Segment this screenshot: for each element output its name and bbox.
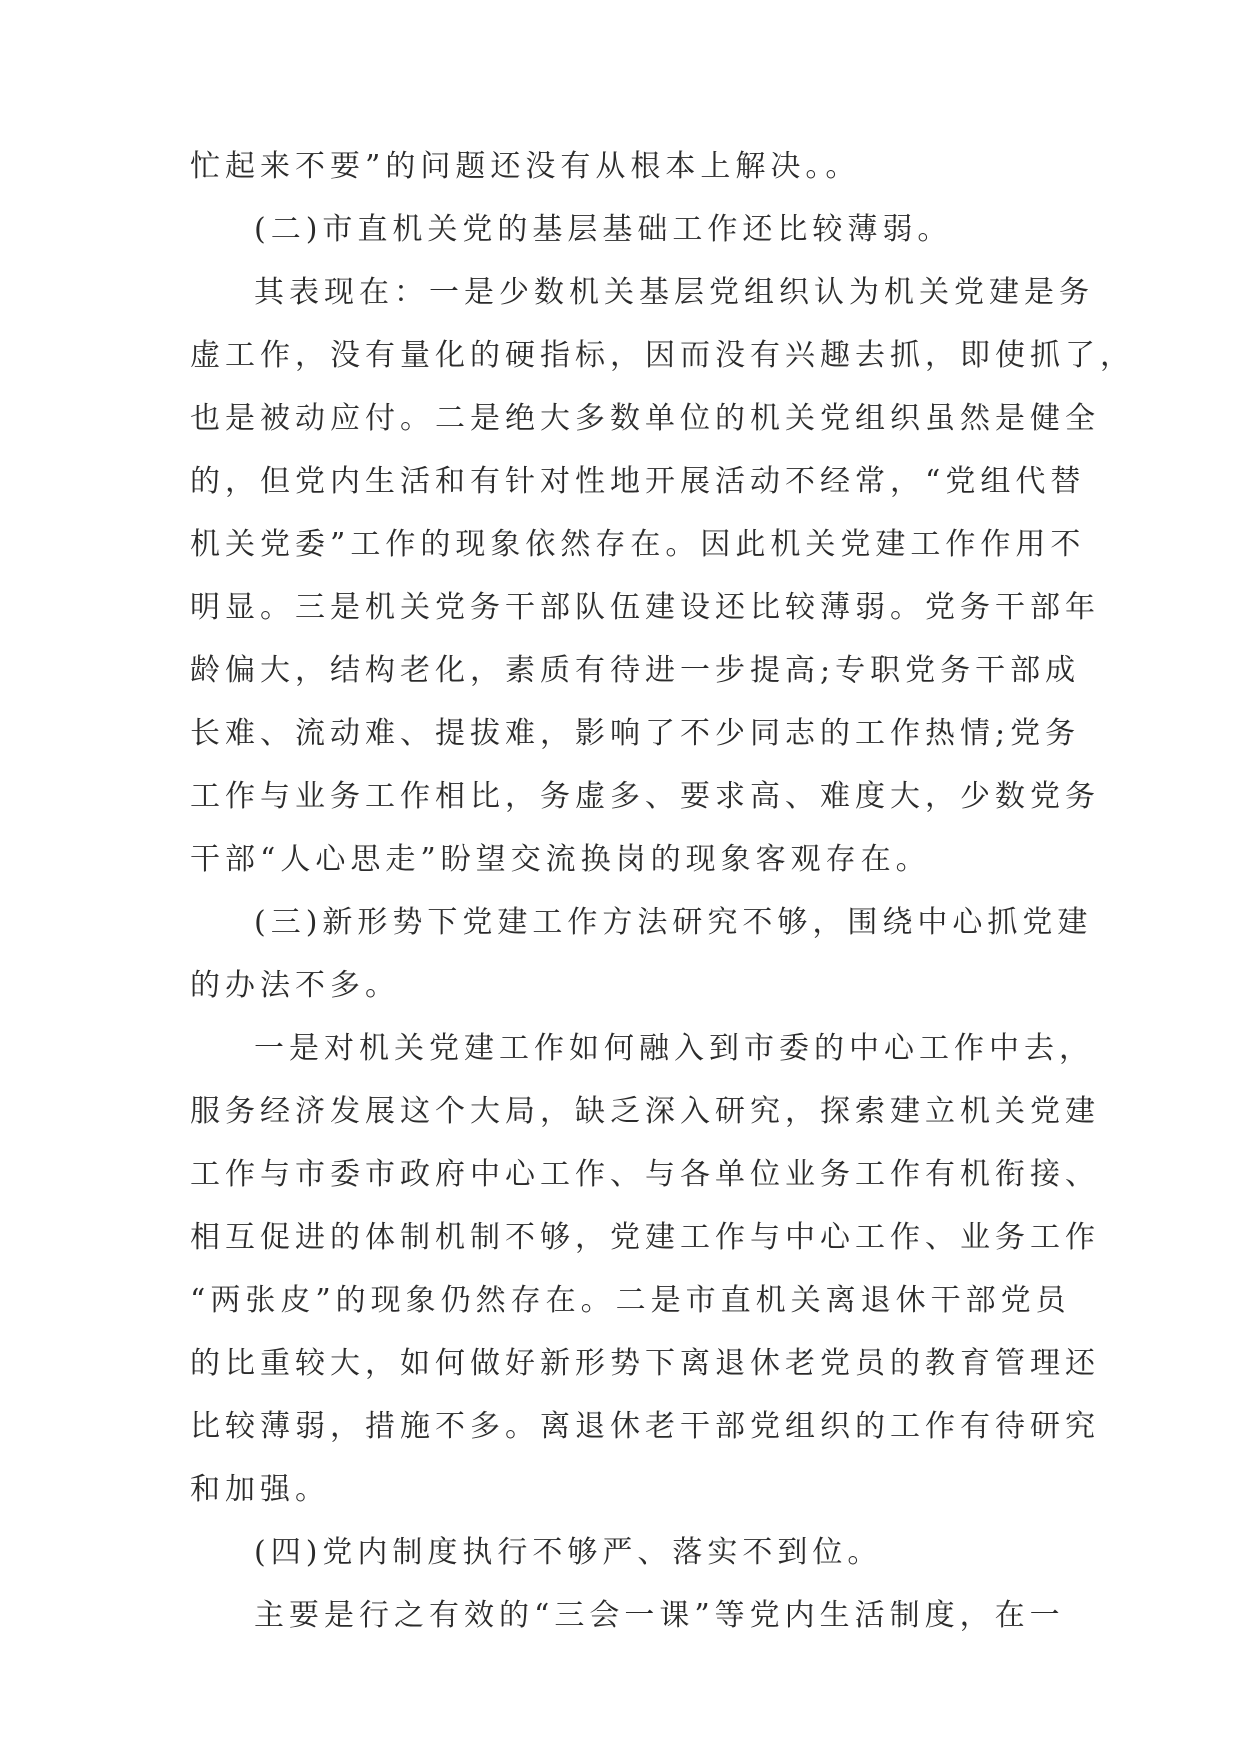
text-line: 工作与业务工作相比，务虚多、要求高、难度大，少数党务	[190, 779, 1100, 814]
text-line: 长难、流动难、提拔难，影响了不少同志的工作热情;党务	[190, 716, 1081, 751]
text-line: 服务经济发展这个大局，缺乏深入研究，探索建立机关党建	[190, 1094, 1100, 1129]
text-line: (三)新形势下党建工作方法研究不够，围绕中心抓党建	[254, 905, 1093, 940]
text-line: 相互促进的体制机制不够，党建工作与中心工作、业务工作	[190, 1220, 1100, 1255]
text-line: 的办法不多。	[190, 968, 400, 1003]
text-line: 主要是行之有效的“三会一课”等党内生活制度，在一	[254, 1598, 1065, 1633]
text-line: 工作与市委市政府中心工作、与各单位业务工作有机衔接、	[190, 1157, 1100, 1192]
document-page	[190, 135, 1135, 1647]
text-line: (四)党内制度执行不够严、落实不到位。	[254, 1535, 883, 1570]
text-line: 其表现在：一是少数机关基层党组织认为机关党建是务	[254, 275, 1094, 310]
text-line: 一是对机关党建工作如何融入到市委的中心工作中去，	[254, 1031, 1094, 1066]
text-line: “两张皮”的现象仍然存在。二是市直机关离退休干部党员	[190, 1283, 1071, 1318]
text-line: 明显。三是机关党务干部队伍建设还比较薄弱。党务干部年	[190, 590, 1100, 625]
text-line: 忙起来不要”的问题还没有从根本上解决。。	[190, 149, 861, 184]
text-line: 干部“人心思走”盼望交流换岗的现象客观存在。	[190, 842, 931, 877]
text-line: 机关党委”工作的现象依然存在。因此机关党建工作作用不	[190, 527, 1086, 562]
text-line: 也是被动应付。二是绝大多数单位的机关党组织虽然是健全	[190, 401, 1100, 436]
text-line: 比较薄弱，措施不多。离退休老干部党组织的工作有待研究	[190, 1409, 1100, 1444]
text-line: (二)市直机关党的基层基础工作还比较薄弱。	[254, 212, 953, 247]
text-line: 和加强。	[190, 1472, 330, 1507]
text-line: 龄偏大，结构老化，素质有待进一步提高;专职党务干部成	[190, 653, 1081, 688]
text-line: 虚工作，没有量化的硬指标，因而没有兴趣去抓，即使抓了，	[190, 338, 1135, 373]
text-line: 的比重较大，如何做好新形势下离退休老党员的教育管理还	[190, 1346, 1100, 1381]
text-line: 的，但党内生活和有针对性地开展活动不经常，“党组代替	[190, 464, 1086, 499]
